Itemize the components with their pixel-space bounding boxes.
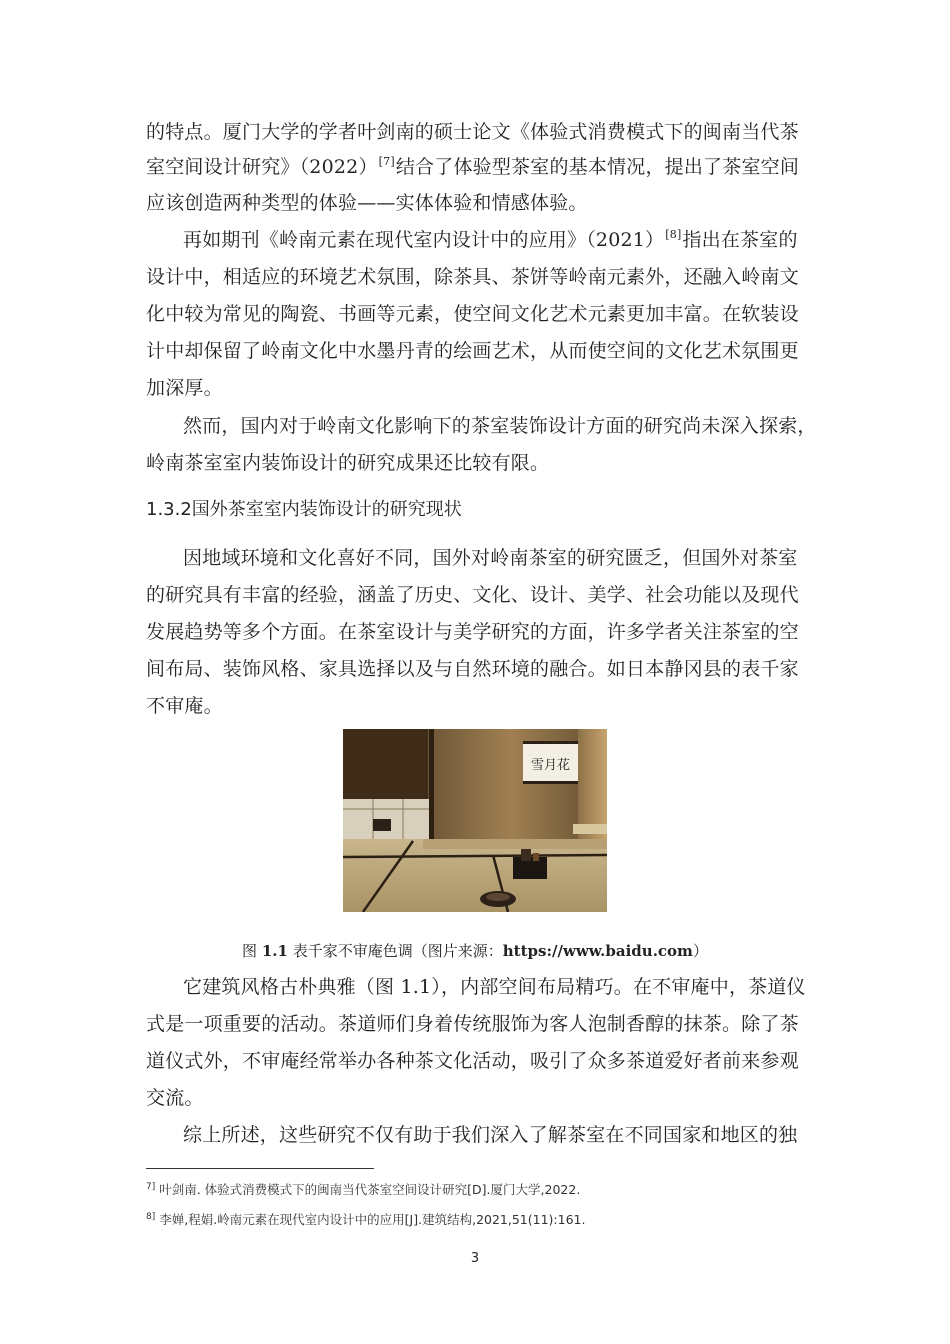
- body-text: 室空间设计研究》（2022）: [146, 156, 378, 178]
- caption-number: 1.1: [261, 942, 288, 960]
- body-line: 式是一项重要的活动。茶道师们身着传统服饰为客人泡制香醇的抹茶。除了茶: [146, 1013, 799, 1035]
- caption-prefix: 图: [242, 942, 258, 960]
- body-line: [183, 229, 863, 254]
- body-line: 综上所述，这些研究不仅有助于我们深入了解茶室在不同国家和地区的独: [183, 1124, 798, 1146]
- caption-source-link[interactable]: https://www.baidu.com: [502, 942, 693, 960]
- figure-caption: [0, 941, 950, 961]
- body-line: 然而，国内对于岭南文化影响下的茶室装饰设计方面的研究尚未深入探索，: [183, 415, 817, 437]
- body-line: 发展趋势等多个方面。在茶室设计与美学研究的方面，许多学者关注茶室的空: [146, 621, 799, 643]
- footnote-divider: [146, 1168, 374, 1169]
- footnote-7: [146, 1182, 580, 1200]
- body-line: 计中却保留了岭南文化中水墨丹青的绘画艺术，从而使空间的文化艺术氛围更: [146, 340, 799, 362]
- citation-8[interactable]: [8]: [665, 228, 682, 241]
- footnote-mark: 7]: [146, 1182, 156, 1192]
- body-line: 化中较为常见的陶瓷、书画等元素，使空间文化艺术元素更加丰富。在软装设: [146, 303, 799, 325]
- body-line: 不审庵。: [146, 695, 223, 717]
- tea-room-photo: [343, 729, 607, 912]
- body-line: [146, 156, 826, 181]
- footnote-8: [146, 1212, 585, 1230]
- footnote-text: 李婵,程娟.岭南元素在现代室内设计中的应用[J].建筑结构,2021,51(11):161.: [159, 1212, 586, 1227]
- body-line: 间布局、装饰风格、家具选择以及与自然环境的融合。如日本静冈县的表千家: [146, 658, 799, 680]
- caption-text: 表千家不审庵色调（图片来源：: [292, 942, 503, 960]
- section-heading: 1.3.2国外茶室室内装饰设计的研究现状: [146, 499, 462, 520]
- body-line: 的特点。厦门大学的学者叶剑南的硕士论文《体验式消费模式下的闽南当代茶: [146, 121, 799, 143]
- body-line: 岭南茶室室内装饰设计的研究成果还比较有限。: [146, 452, 550, 474]
- page-number: 3: [470, 1251, 480, 1266]
- footnote-text: 叶剑南. 体验式消费模式下的闽南当代茶室空间设计研究[D].厦门大学,2022.: [159, 1182, 581, 1197]
- body-text: 结合了体验型茶室的基本情况，提出了茶室空间: [395, 156, 800, 178]
- body-line: 它建筑风格古朴典雅（图 1.1），内部空间布局精巧。在不审庵中，茶道仪: [183, 976, 806, 998]
- body-line: 加深厚。: [146, 377, 223, 399]
- body-text: 指出在茶室的: [682, 229, 798, 251]
- body-line: 的研究具有丰富的经验，涵盖了历史、文化、设计、美学、社会功能以及现代: [146, 584, 799, 606]
- body-line: 道仪式外，不审庵经常举办各种茶文化活动，吸引了众多茶道爱好者前来参观: [146, 1050, 799, 1072]
- body-line: 应该创造两种类型的体验——实体体验和情感体验。: [146, 192, 588, 214]
- body-line: 设计中，相适应的环境艺术氛围，除茶具、茶饼等岭南元素外，还融入岭南文: [146, 266, 799, 288]
- scroll-calligraphy: 雪月花: [531, 758, 571, 773]
- body-line: 因地域环境和文化喜好不同，国外对岭南茶室的研究匮乏，但国外对茶室: [183, 547, 798, 569]
- caption-close: ）: [692, 942, 708, 960]
- citation-7[interactable]: [7]: [378, 155, 395, 168]
- body-line: 交流。: [146, 1087, 204, 1109]
- body-text: 再如期刊《岭南元素在现代室内设计中的应用》（2021）: [183, 229, 665, 251]
- footnote-mark: 8]: [146, 1212, 156, 1222]
